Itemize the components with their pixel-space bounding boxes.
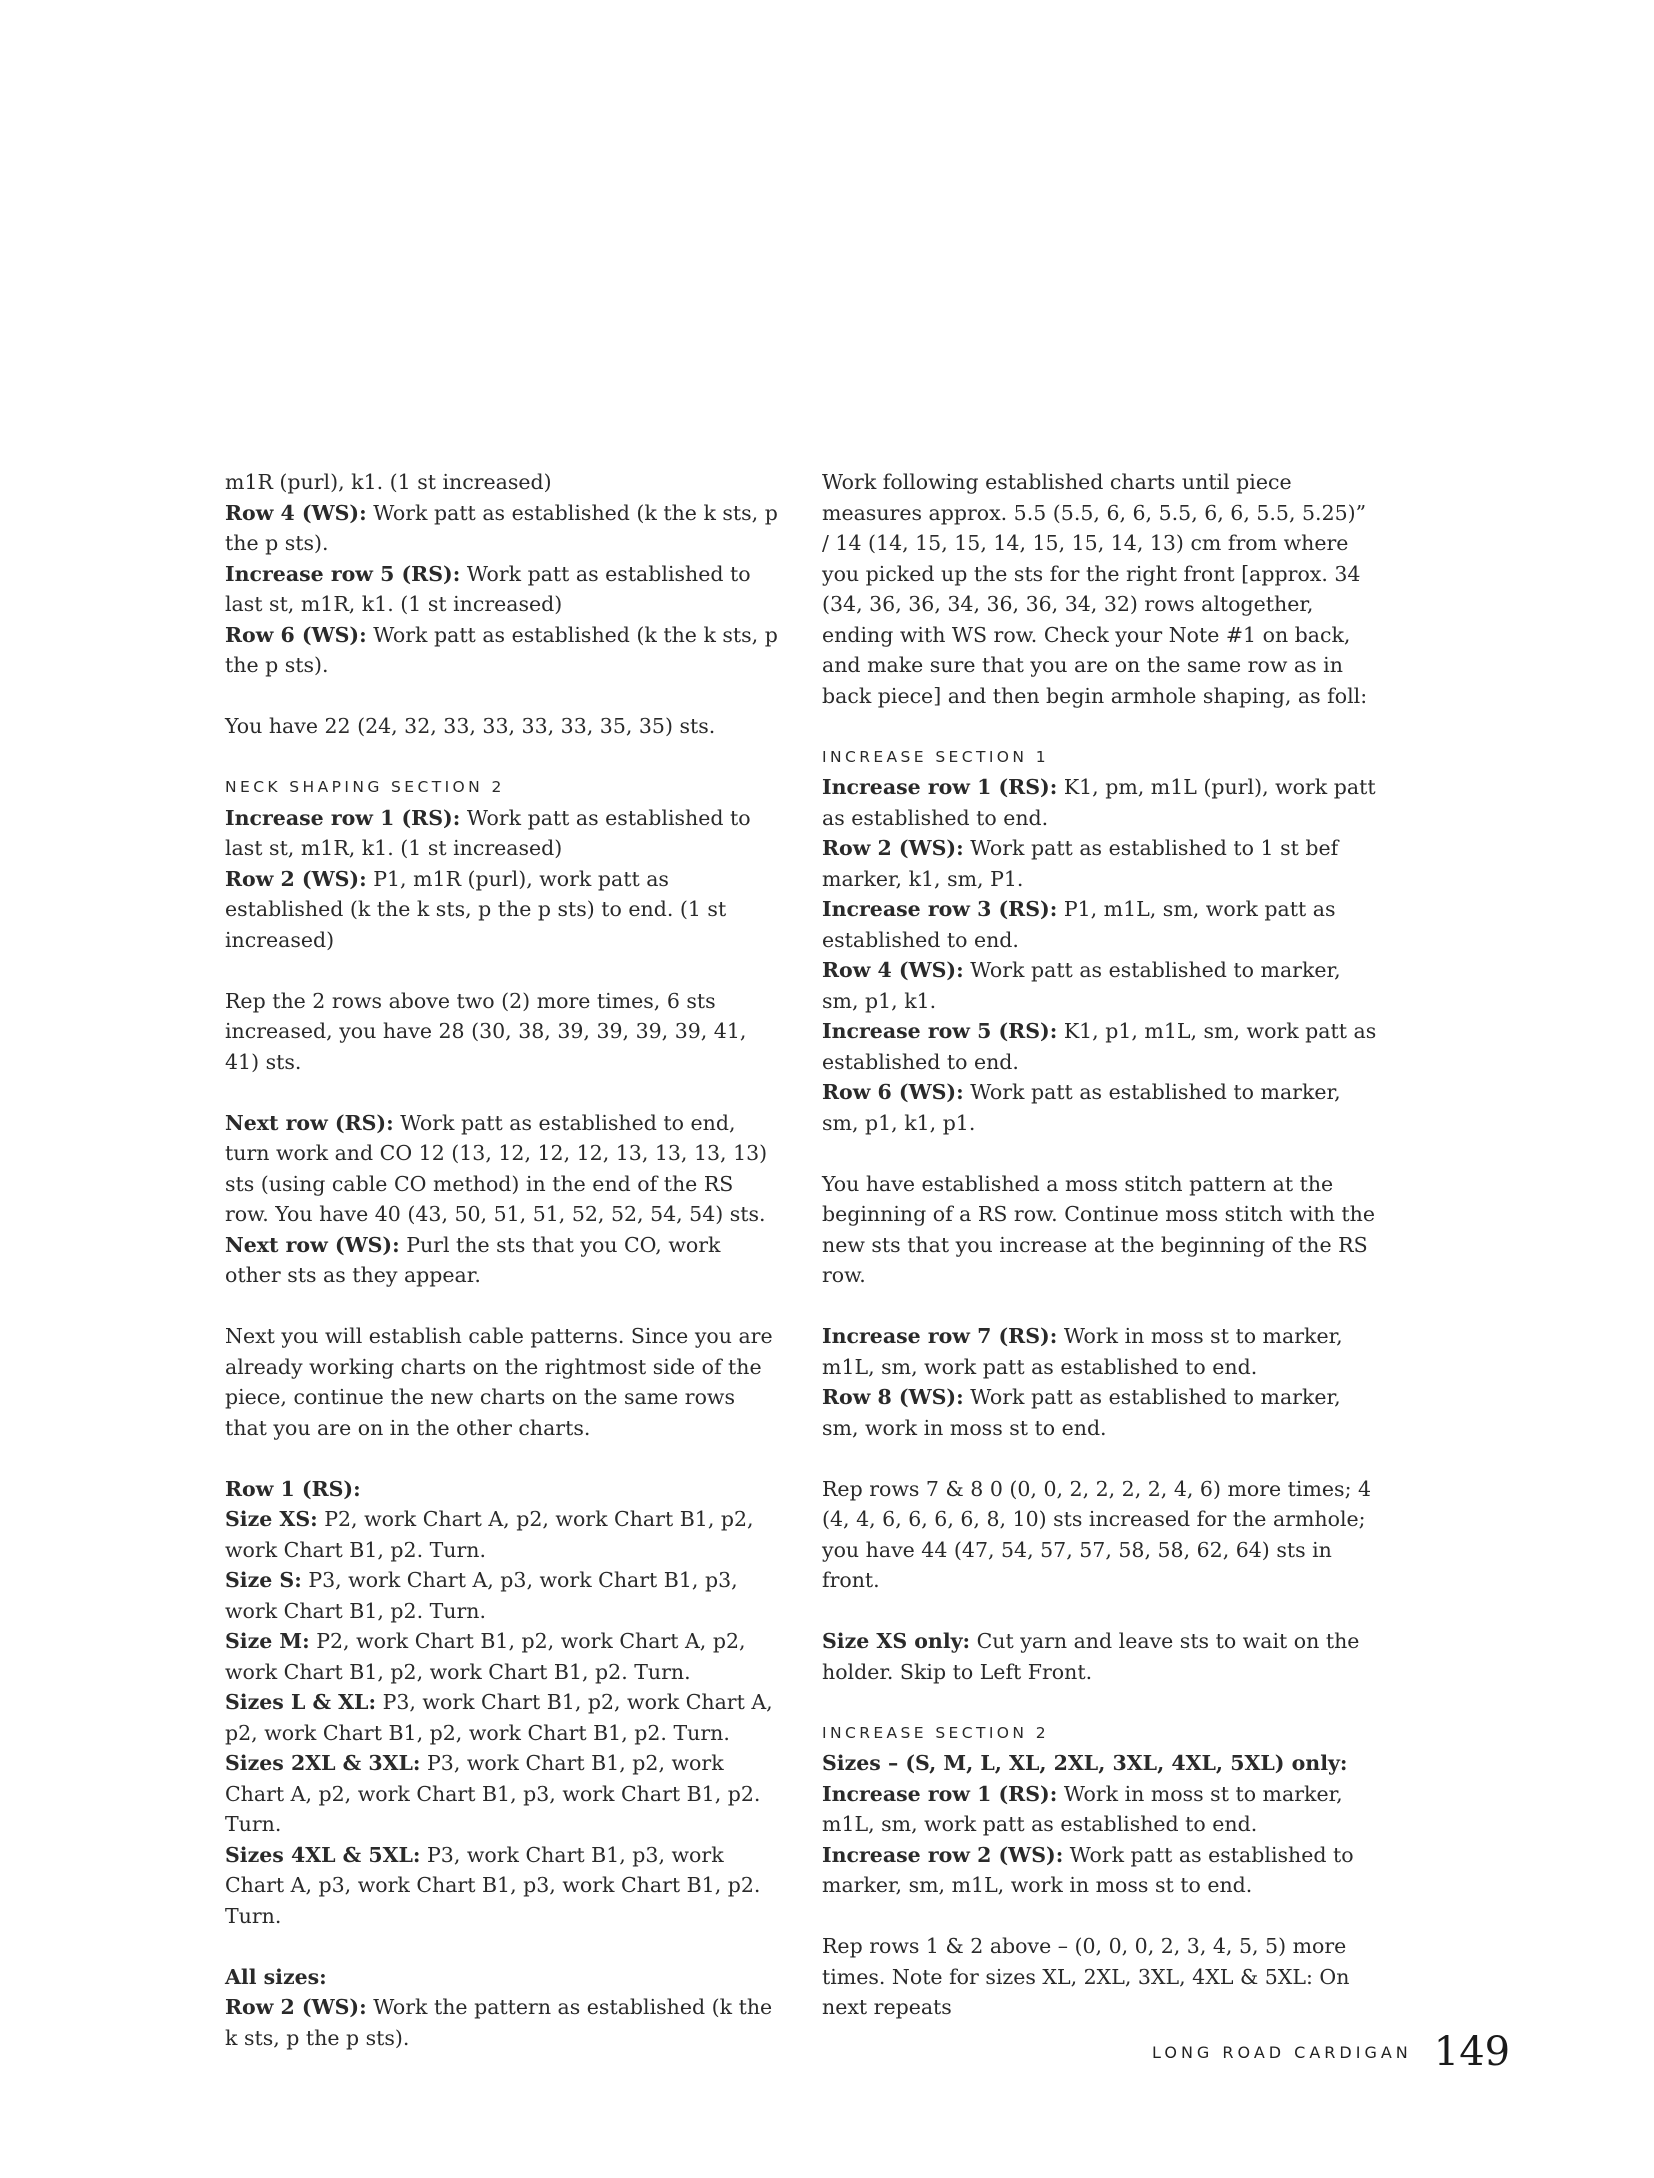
instruction-line (225, 864, 780, 956)
instruction-text: Rep rows 1 & 2 above – (0, 0, 0, 2, 3, 4, 5, 5) more times. Note for sizes XL, 2XL, 3XL, 4XL & 5XL: On next repeats (822, 1934, 1350, 2019)
row-label: Increase row 1 (RS): (225, 805, 461, 830)
instruction-line (822, 1169, 1377, 1291)
row-label: Increase row 7 (RS): (822, 1324, 1058, 1348)
instruction-line (822, 1474, 1377, 1596)
row-label: All sizes: (225, 1964, 327, 1989)
instruction-line (822, 1077, 1377, 1138)
row-label: Row 8 (WS): (822, 1385, 964, 1409)
instruction-line (225, 1108, 780, 1230)
instruction-text: m1R (purl), k1. (1 st increased) (225, 470, 552, 494)
instruction-line (822, 833, 1377, 894)
instruction-line (822, 894, 1377, 955)
paragraph (225, 1962, 780, 2054)
paragraph (822, 1169, 1377, 1291)
row-label: Sizes 4XL & 5XL: (225, 1842, 421, 1867)
page-footer (1152, 2028, 1510, 2076)
instruction-line (822, 1016, 1377, 1077)
section-heading: INCREASE SECTION 1 (822, 747, 1049, 766)
instruction-line (225, 1840, 780, 1932)
instruction-text: Work following established charts until piece measures approx. 5.5 (5.5, 6, 6, 5.5, 6, 6, 5.5, 5.25)” / 14 (14, 15, 15, 14, 15, 15, 14, 13) cm from where you picked up the sts for the right front [approx. 34 (34, 36, 36, 34, 36, 36, 34, 32) rows altogether, ending with WS row. Check your Note #1 on back, and make sure that you are on the same row as in back piece] and then begin armhole shaping, as foll: (822, 470, 1368, 708)
instruction-line (822, 1321, 1377, 1382)
instruction-text: You have 22 (24, 32, 33, 33, 33, 33, 35, 35) sts. (225, 714, 716, 738)
instruction-text: Next you will establish cable patterns. Since you are already working charts on the rightmost side of the piece, continue the new charts on the same rows that you are on in the other charts. (225, 1324, 773, 1440)
running-footer-title: LONG ROAD CARDIGAN (1152, 2042, 1412, 2062)
paragraph (225, 1321, 780, 1443)
row-label: Increase row 3 (RS): (822, 897, 1058, 921)
instruction-text: Work patt as established to last st, m1R, k1. (1 st increased) (225, 561, 751, 616)
instruction-line (225, 1687, 780, 1748)
instruction-line (225, 1474, 780, 1505)
instruction-text: K1, pm, m1L (purl), work patt as established to end. (822, 775, 1376, 830)
instruction-line (822, 772, 1377, 833)
row-label: Sizes – (S, M, L, XL, 2XL, 3XL, 4XL, 5XL) only: (822, 1751, 1348, 1775)
instruction-line (225, 467, 780, 498)
row-label: Row 4 (WS): (822, 958, 964, 982)
paragraph (822, 467, 1377, 711)
instruction-text: P3, work Chart B1, p2, work Chart A, p2, work Chart B1, p3, work Chart B1, p2. Turn. (225, 1751, 761, 1836)
instruction-line (822, 955, 1377, 1016)
instruction-line (225, 1230, 780, 1291)
page-number: 149 (1433, 2029, 1511, 2075)
instruction-text: Cut yarn and leave sts to wait on the holder. Skip to Left Front. (822, 1629, 1360, 1684)
section-heading: NECK SHAPING SECTION 2 (225, 778, 505, 796)
instruction-text: Work patt as established (k the k sts, p the p sts). (225, 500, 778, 555)
instruction-line (225, 559, 780, 620)
paragraph (225, 1108, 780, 1291)
instruction-line (822, 1382, 1377, 1443)
section-heading: INCREASE SECTION 2 (822, 1723, 1049, 1742)
instruction-line (225, 986, 780, 1078)
instruction-text: Work patt as established (k the k sts, p the p sts). (225, 622, 778, 677)
instruction-text: P3, work Chart A, p3, work Chart B1, p3, work Chart B1, p2. Turn. (225, 1568, 738, 1623)
instruction-text: Rep rows 7 & 8 0 (0, 0, 2, 2, 2, 2, 4, 6) more times; 4 (4, 4, 6, 6, 6, 6, 8, 10) sts increased for the armhole; you have 44 (47, 54, 57, 57, 58, 58, 62, 64) sts in front. (822, 1476, 1372, 1592)
instruction-line (822, 1931, 1377, 2023)
instruction-text: P1, m1R (purl), work patt as established (k the k sts, p the p sts) to end. (1 st increased) (225, 866, 727, 952)
paragraph (225, 467, 780, 681)
paragraph (822, 1931, 1377, 2023)
instruction-line (822, 1626, 1377, 1687)
instruction-text: P2, work Chart B1, p2, work Chart A, p2, work Chart B1, p2, work Chart B1, p2. Turn. (225, 1629, 746, 1684)
row-label: Increase row 1 (RS): (822, 775, 1058, 799)
instruction-line (225, 1504, 780, 1565)
row-label: Sizes 2XL & 3XL: (225, 1751, 421, 1775)
instruction-line (225, 803, 780, 864)
instruction-text: Work the pattern as established (k the k sts, p the p sts). (225, 1995, 773, 2050)
row-label: Sizes L & XL: (225, 1690, 377, 1714)
row-label: Row 6 (WS): (822, 1080, 964, 1104)
paragraph (822, 1718, 1377, 1901)
instruction-line (225, 1962, 780, 1993)
row-label: Increase row 5 (RS): (225, 561, 461, 586)
instruction-text: P3, work Chart B1, p3, work Chart A, p3, work Chart B1, p3, work Chart B1, p2. Turn. (225, 1842, 761, 1928)
row-label: Size M: (225, 1629, 310, 1653)
paragraph (822, 742, 1377, 1139)
instruction-line (225, 1626, 780, 1687)
instruction-text: Work patt as established to marker, sm, work in moss st to end. (822, 1385, 1341, 1440)
paragraph (822, 1474, 1377, 1596)
row-label: Size XS only: (822, 1629, 971, 1653)
instruction-text: P3, work Chart B1, p2, work Chart A, p2, work Chart B1, p2, work Chart B1, p2. Turn. (225, 1690, 773, 1745)
row-label: Increase row 2 (WS): (822, 1842, 1064, 1867)
instruction-text: Work patt as established to marker, sm, p1, k1. (822, 958, 1341, 1013)
row-label: Row 1 (RS): (225, 1476, 361, 1501)
instruction-text: Work patt as established to marker, sm, m1L, work in moss st to end. (822, 1842, 1354, 1897)
instruction-text: Rep the 2 rows above two (2) more times, 6 sts increased, you have 28 (30, 38, 39, 39, 39, 39, 41, 41) sts. (225, 988, 747, 1074)
row-label: Row 2 (WS): (225, 866, 367, 891)
right-column (822, 467, 1377, 2053)
instruction-line (822, 1840, 1377, 1901)
instruction-text: Work in moss st to marker, m1L, sm, work patt as established to end. (822, 1781, 1343, 1836)
instruction-line (225, 620, 780, 681)
row-label: Size XS: (225, 1507, 318, 1531)
instruction-line (822, 1748, 1377, 1779)
row-label: Row 6 (WS): (225, 622, 367, 647)
instruction-line (225, 1321, 780, 1443)
instruction-text: Work patt as established to last st, m1R, k1. (1 st increased) (225, 805, 751, 860)
row-label: Next row (WS): (225, 1232, 400, 1257)
row-label: Row 4 (WS): (225, 500, 367, 525)
instruction-text: Work in moss st to marker, m1L, sm, work patt as established to end. (822, 1324, 1343, 1379)
paragraph (225, 711, 780, 742)
row-label: Row 2 (WS): (822, 836, 964, 860)
instruction-line (822, 1779, 1377, 1840)
row-label: Size S: (225, 1568, 302, 1592)
instruction-line (225, 711, 780, 742)
row-label: Row 2 (WS): (225, 1995, 367, 2019)
paragraph (225, 1474, 780, 1932)
paragraph (225, 772, 780, 955)
instruction-line (225, 1992, 780, 2053)
instruction-line (225, 1565, 780, 1626)
paragraph (822, 1321, 1377, 1443)
instruction-text: P1, m1L, sm, work patt as established to end. (822, 897, 1336, 952)
row-label: Increase row 5 (RS): (822, 1019, 1058, 1043)
paragraph (225, 986, 780, 1078)
row-label: Next row (RS): (225, 1110, 394, 1135)
left-column (225, 467, 780, 2084)
instruction-line (225, 1748, 780, 1840)
instruction-line (822, 467, 1377, 711)
instruction-text: Work patt as established to 1 st bef marker, k1, sm, P1. (822, 836, 1339, 891)
paragraph (822, 1626, 1377, 1687)
instruction-text: K1, p1, m1L, sm, work patt as established to end. (822, 1019, 1377, 1074)
instruction-line (225, 498, 780, 559)
instruction-text: Work patt as established to end, turn work and CO 12 (13, 12, 12, 12, 13, 13, 13, 13) sts (using cable CO method) in the end of the RS row. You have 40 (43, 50, 51, 51, 52, 52, 54, 54) sts. (225, 1110, 768, 1226)
instruction-text: P2, work Chart A, p2, work Chart B1, p2, work Chart B1, p2. Turn. (225, 1507, 754, 1562)
instruction-text: You have established a moss stitch pattern at the beginning of a RS row. Continue moss stitch with the new sts that you increase at the beginning of the RS row. (822, 1171, 1376, 1287)
instruction-text: Purl the sts that you CO, work other sts as they appear. (225, 1232, 721, 1287)
row-label: Increase row 1 (RS): (822, 1781, 1058, 1806)
instruction-text: Work patt as established to marker, sm, p1, k1, p1. (822, 1080, 1341, 1135)
